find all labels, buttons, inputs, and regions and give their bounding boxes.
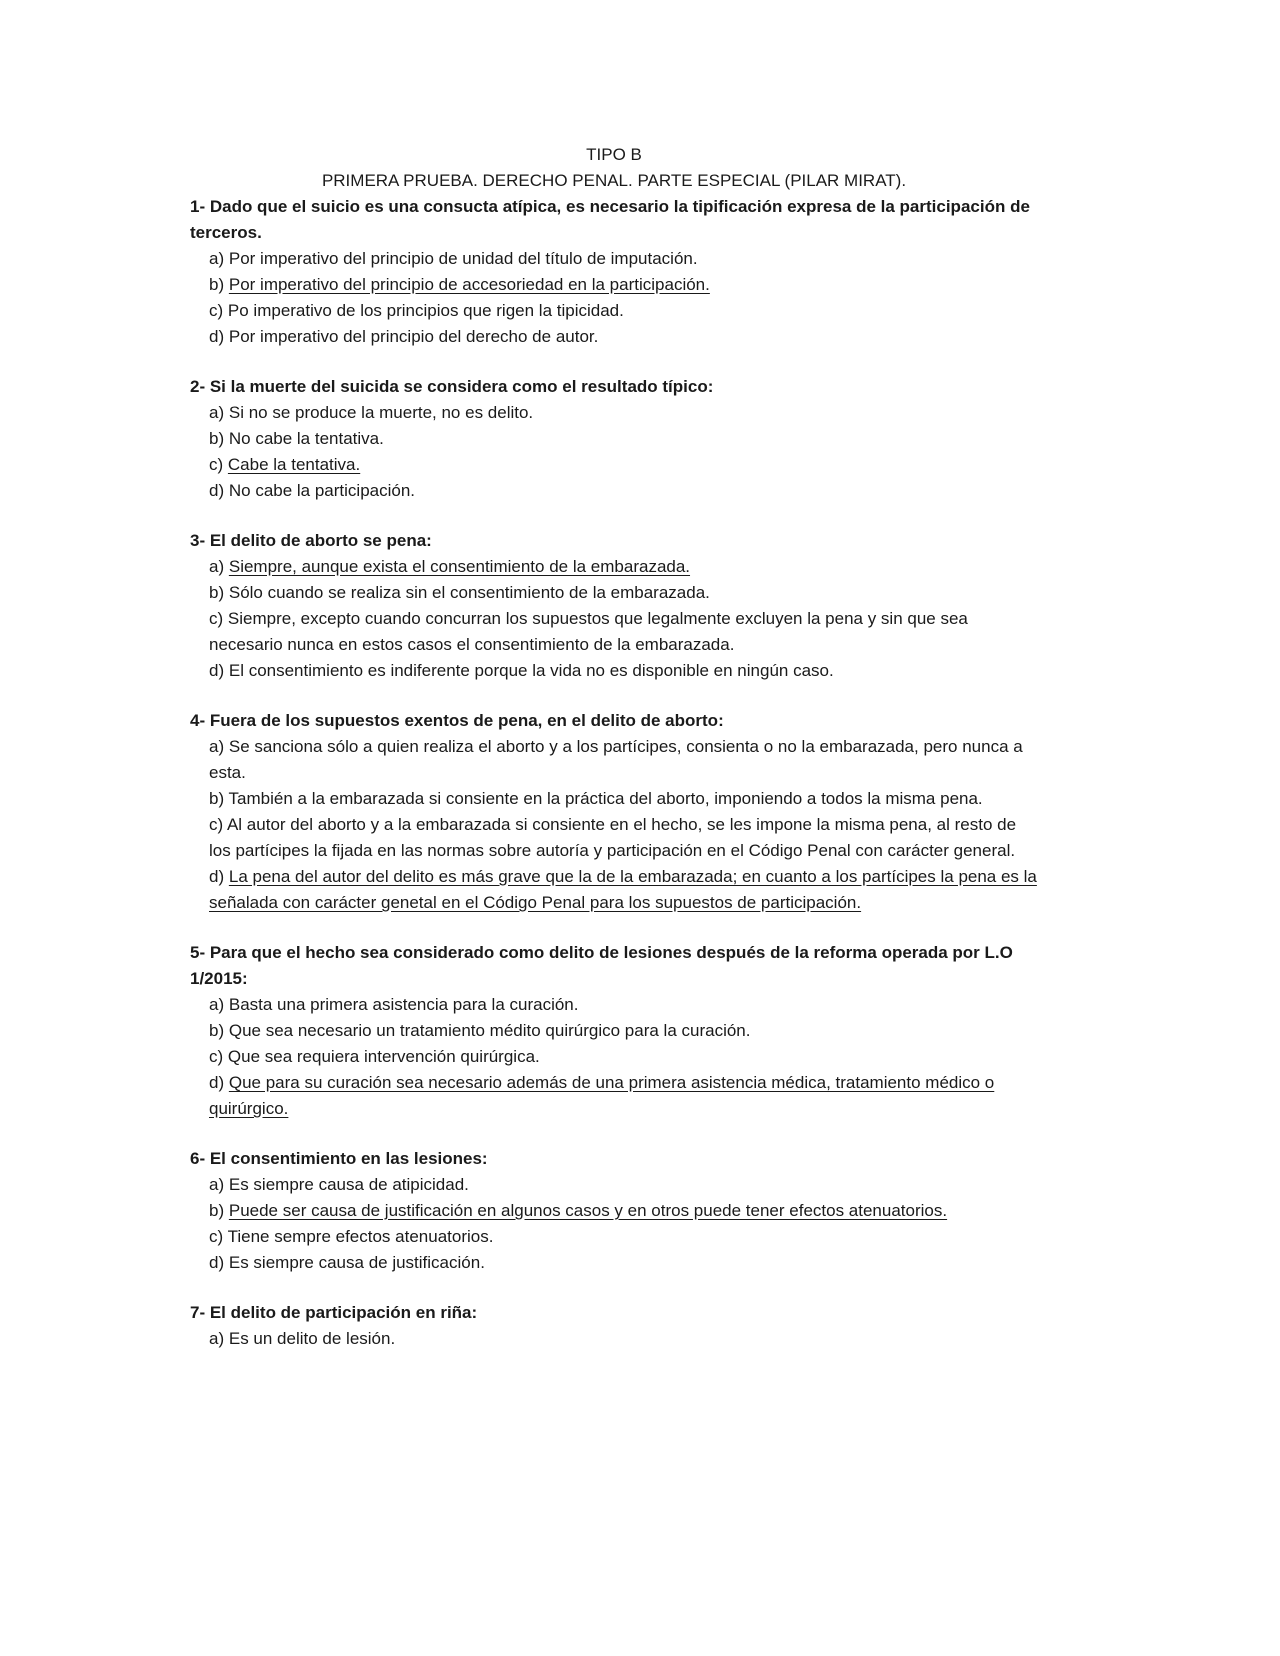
answer-option <box>190 864 1038 916</box>
option-text-correct-underlined: La pena del autor del delito es más grave que la de la embarazada; en cuanto a los partícipes la pena es la señalada con carácter genetal en el Código Penal para los supuestos de participación. <box>209 867 1037 912</box>
option-text-correct-underlined: Que para su curación sea necesario además de una primera asistencia médica, tratamiento médico o quirúrgico. <box>209 1073 995 1118</box>
option-text: Tiene sempre efectos atenuatorios. <box>227 1227 494 1246</box>
answer-option <box>190 554 1038 580</box>
option-label: c) <box>209 1227 224 1246</box>
question-block <box>190 708 1038 916</box>
question-block <box>190 940 1038 1122</box>
option-text: Es siempre causa de atipicidad. <box>228 1175 469 1194</box>
option-text: Se sanciona sólo a quien realiza el aborto y a los partícipes, consienta o no la embarazada, pero nunca a esta. <box>209 737 1023 782</box>
option-text: Al autor del aborto y a la embarazada si consiente en el hecho, se les impone la misma pena, al resto de los partícipes la fijada en las normas sobre autoría y participación en el Código Penal con carácter general. <box>209 815 1017 860</box>
answer-option <box>190 992 1038 1018</box>
answer-option <box>190 812 1038 864</box>
option-label: c) <box>209 609 224 628</box>
question-block <box>190 194 1038 350</box>
option-label: a) <box>209 403 225 422</box>
option-label: d) <box>209 661 225 680</box>
option-text: Que sea requiera intervención quirúrgica. <box>227 1047 540 1066</box>
answer-option <box>190 452 1038 478</box>
question-block <box>190 1146 1038 1276</box>
answer-option <box>190 426 1038 452</box>
option-label: c) <box>209 301 224 320</box>
option-label: b) <box>209 429 225 448</box>
option-text: También a la embarazada si consiente en la práctica del aborto, imponiendo a todos la misma pena. <box>228 789 983 808</box>
question-block <box>190 1300 1038 1352</box>
option-label: d) <box>209 481 225 500</box>
option-label: d) <box>209 327 225 346</box>
option-text: El consentimiento es indiferente porque la vida no es disponible en ningún caso. <box>228 661 834 680</box>
option-text: Siempre, excepto cuando concurran los supuestos que legalmente excluyen la pena y sin que sea necesario nunca en estos casos el consentimiento de la embarazada. <box>209 609 968 654</box>
option-text: Es un delito de lesión. <box>228 1329 396 1348</box>
option-text: Sólo cuando se realiza sin el consentimiento de la embarazada. <box>228 583 710 602</box>
option-label: a) <box>209 1175 225 1194</box>
answer-option <box>190 272 1038 298</box>
option-text: Que sea necesario un tratamiento médito quirúrgico para la curación. <box>228 1021 751 1040</box>
answer-option <box>190 324 1038 350</box>
doc-subtitle: PRIMERA PRUEBA. DERECHO PENAL. PARTE ESPECIAL (PILAR MIRAT). <box>321 171 907 190</box>
question-heading: 7- El delito de participación en riña: <box>190 1303 478 1322</box>
question-heading: 6- El consentimiento en las lesiones: <box>190 1149 488 1168</box>
answer-option <box>190 1018 1038 1044</box>
answer-option <box>190 606 1038 658</box>
option-text: Po imperativo de los principios que rigen la tipicidad. <box>227 301 624 320</box>
option-text-correct-underlined: Cabe la tentativa. <box>227 455 361 474</box>
option-label: c) <box>209 815 224 834</box>
option-label: b) <box>209 789 225 808</box>
answer-option <box>190 400 1038 426</box>
questions-list <box>190 194 1038 1352</box>
option-label: a) <box>209 995 225 1014</box>
option-label: b) <box>209 275 225 294</box>
question-heading: 1- Dado que el suicio es una consucta atípica, es necesario la tipificación expresa de la participación de terceros. <box>190 197 1030 242</box>
option-text: No cabe la participación. <box>228 481 416 500</box>
option-label: a) <box>209 1329 225 1348</box>
answer-option <box>190 1198 1038 1224</box>
option-label: a) <box>209 249 225 268</box>
option-label: d) <box>209 1253 225 1272</box>
question-heading: 4- Fuera de los supuestos exentos de pena, en el delito de aborto: <box>190 711 724 730</box>
option-text-correct-underlined: Puede ser causa de justificación en algunos casos y en otros puede tener efectos atenuatorios. <box>228 1201 948 1220</box>
answer-option <box>190 786 1038 812</box>
option-label: b) <box>209 583 225 602</box>
answer-option <box>190 1044 1038 1070</box>
option-label: b) <box>209 1201 225 1220</box>
answer-option <box>190 478 1038 504</box>
option-text: No cabe la tentativa. <box>228 429 384 448</box>
question-heading: 3- El delito de aborto se pena: <box>190 531 432 550</box>
option-text-correct-underlined: Siempre, aunque exista el consentimiento de la embarazada. <box>228 557 691 576</box>
option-label: a) <box>209 737 225 756</box>
option-label: b) <box>209 1021 225 1040</box>
option-label: c) <box>209 1047 224 1066</box>
answer-option <box>190 1070 1038 1122</box>
option-label: a) <box>209 557 225 576</box>
answer-option <box>190 734 1038 786</box>
option-text: Por imperativo del principio del derecho de autor. <box>228 327 599 346</box>
option-text: Basta una primera asistencia para la curación. <box>228 995 579 1014</box>
option-text-correct-underlined: Por imperativo del principio de accesoriedad en la participación. <box>228 275 710 294</box>
answer-option <box>190 246 1038 272</box>
answer-option <box>190 1172 1038 1198</box>
question-heading: 5- Para que el hecho sea considerado como delito de lesiones después de la reforma operada por L.O 1/2015: <box>190 943 1013 988</box>
answer-option <box>190 580 1038 606</box>
doc-title: TIPO B <box>586 145 642 164</box>
option-text: Por imperativo del principio de unidad del título de imputación. <box>228 249 698 268</box>
option-label: c) <box>209 455 224 474</box>
option-label: d) <box>209 1073 225 1092</box>
answer-option <box>190 298 1038 324</box>
answer-option <box>190 1250 1038 1276</box>
question-block <box>190 374 1038 504</box>
answer-option <box>190 1224 1038 1250</box>
question-block <box>190 528 1038 684</box>
question-heading: 2- Si la muerte del suicida se considera como el resultado típico: <box>190 377 714 396</box>
answer-option <box>190 658 1038 684</box>
answer-option <box>190 1326 1038 1352</box>
option-text: Es siempre causa de justificación. <box>228 1253 485 1272</box>
option-text: Si no se produce la muerte, no es delito. <box>228 403 534 422</box>
option-label: d) <box>209 867 225 886</box>
